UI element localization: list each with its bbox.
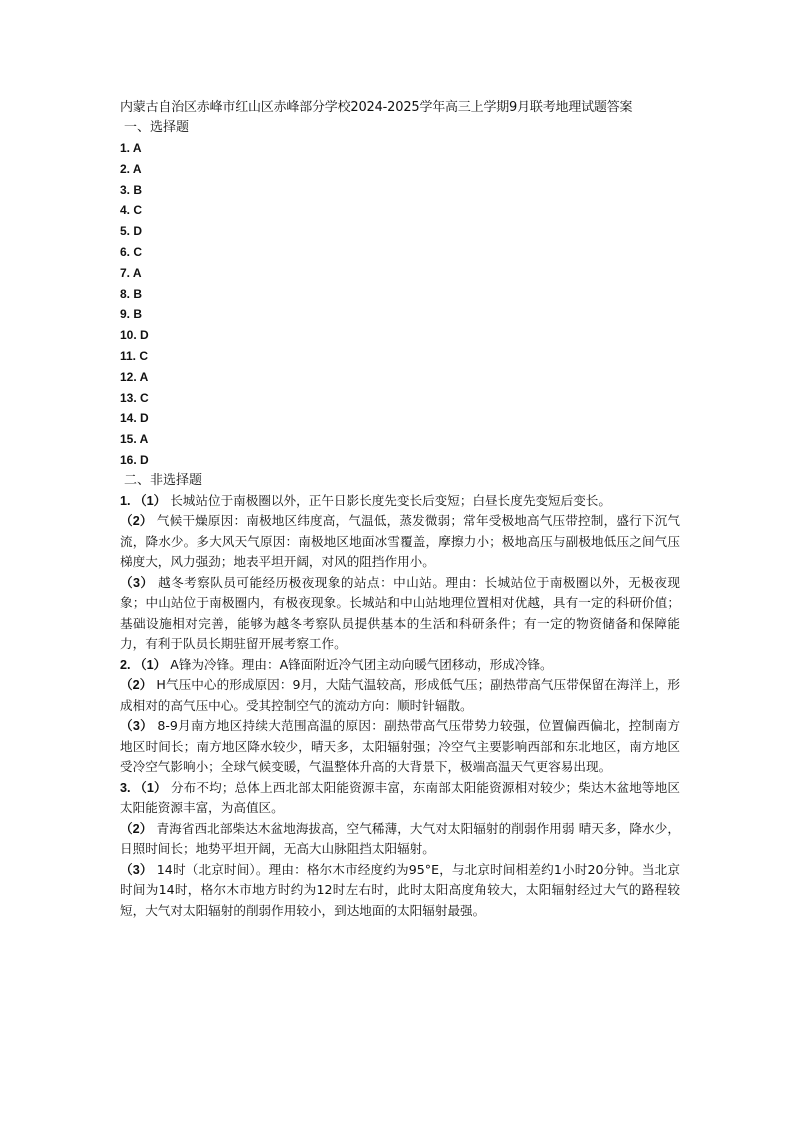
answer-item: 11. C <box>120 348 149 363</box>
question-label: 1. （1） <box>120 493 167 508</box>
answer-item: 3. B <box>120 182 143 197</box>
answer-paragraph <box>120 655 680 676</box>
question-label: （2） <box>120 514 153 529</box>
answer-text: H气压中心的形成原因：9月，大陆气温较高，形成低气压；副热带高气压带保留在海洋上，形成相对的高气压中心。受其控制空气的流动方向：顺时针辐散。 <box>120 677 680 713</box>
question-label: （3） <box>120 862 153 877</box>
answer-paragraph <box>120 778 680 819</box>
answer-text: 8-9月南方地区持续大范围高温的原因：副热带高气压带势力较强，位置偏西偏北，控制南方地区时间长；南方地区降水较少，晴天多，太阳辐射强；冷空气主要影响西部和东北地区，南方地区受冷空气影响小；全球气候变暖，气温整体升高的大背景下，极端高温天气更容易出现。 <box>120 718 680 775</box>
answer-item: 10. D <box>120 328 149 343</box>
answer-paragraph <box>120 860 680 922</box>
question-label: 2. （1） <box>120 657 167 672</box>
answer-text: 气候干燥原因：南极地区纬度高，气温低，蒸发微弱；常年受极地高气压带控制，盛行下沉气流，降水少。多大风天气原因：南极地区地面冰雪覆盖，摩擦力小；极地高压与副极地低压之间气压梯度大，风力强劲；地表平坦开阔，对风的阻挡作用小。 <box>120 513 680 570</box>
answer-text: 14时（北京时间）。理由：格尔木市经度约为95°E，与北京时间相差约1小时20分钟。当北京时间为14时，格尔木市地方时约为12时左右时，此时太阳高度角较大，太阳辐射经过大气的路程较短，大气对太阳辐射的削弱作用较小，到达地面的太阳辐射最强。 <box>120 861 680 918</box>
answer-item: 7. A <box>120 265 142 280</box>
answer-text: 青海省西北部柴达木盆地海拔高，空气稀薄，大气对太阳辐射的削弱作用弱 晴天多，降水少，日照时间长；地势平坦开阔，无高大山脉阻挡太阳辐射。 <box>120 820 680 857</box>
document-page <box>120 98 680 921</box>
section-heading-choice: 一、选择题 <box>124 120 190 135</box>
answer-paragraph <box>120 675 680 716</box>
answer-list <box>120 138 680 471</box>
answer-item: 5. D <box>120 224 143 239</box>
answer-item: 15. A <box>120 432 149 447</box>
answer-paragraph <box>120 716 680 778</box>
answer-item: 8. B <box>120 286 143 301</box>
question-label: （2） <box>120 678 153 693</box>
answer-paragraph <box>120 819 680 860</box>
answer-text: 长城站位于南极圈以外，正午日影长度先变长后变短；白昼长度先变短后变长。 <box>166 492 611 508</box>
answer-text: A锋为冷锋。理由：A锋面附近冷气团主动向暖气团移动，形成冷锋。 <box>166 656 553 672</box>
answer-text: 分布不均；总体上西北部太阳能资源丰富，东南部太阳能资源相对较少；柴达木盆地等地区太阳能资源丰富，为高值区。 <box>120 779 680 816</box>
answer-paragraph <box>120 573 680 655</box>
answer-text: 越冬考察队员可能经历极夜现象的站点：中山站。理由：长城站位于南极圈以外，无极夜现象；中山站位于南极圈内，有极夜现象。长城站和中山站地理位置相对优越，具有一定的科研价值；基础设施相对完善，能够为越冬考察队员提供基本的生活和科研条件；有一定的物资储备和保障能力，有利于队员长期驻留开展考察工作。 <box>120 574 680 652</box>
question-label: （3） <box>120 719 154 734</box>
section-heading-nonchoice: 二、非选择题 <box>124 472 203 488</box>
answer-item: 13. C <box>120 390 149 405</box>
question-label: （3） <box>120 575 154 590</box>
answer-paragraph <box>120 491 680 512</box>
answer-item: 2. A <box>120 161 142 176</box>
answer-item: 14. D <box>120 411 149 426</box>
document-title: 内蒙古自治区赤峰市红山区赤峰部分学校2024-2025学年高三上学期9月联考地理试题答案 <box>120 100 633 115</box>
answer-item: 4. C <box>120 203 143 218</box>
answer-item: 1. A <box>120 141 142 155</box>
answer-item: 9. B <box>120 307 143 322</box>
answer-item: 12. A <box>120 369 149 384</box>
question-label: 3. （1） <box>120 780 167 795</box>
answer-item: 6. C <box>120 244 143 259</box>
question-label: （2） <box>120 821 153 836</box>
answer-paragraph <box>120 511 680 573</box>
answer-item: 16. D <box>120 452 149 467</box>
